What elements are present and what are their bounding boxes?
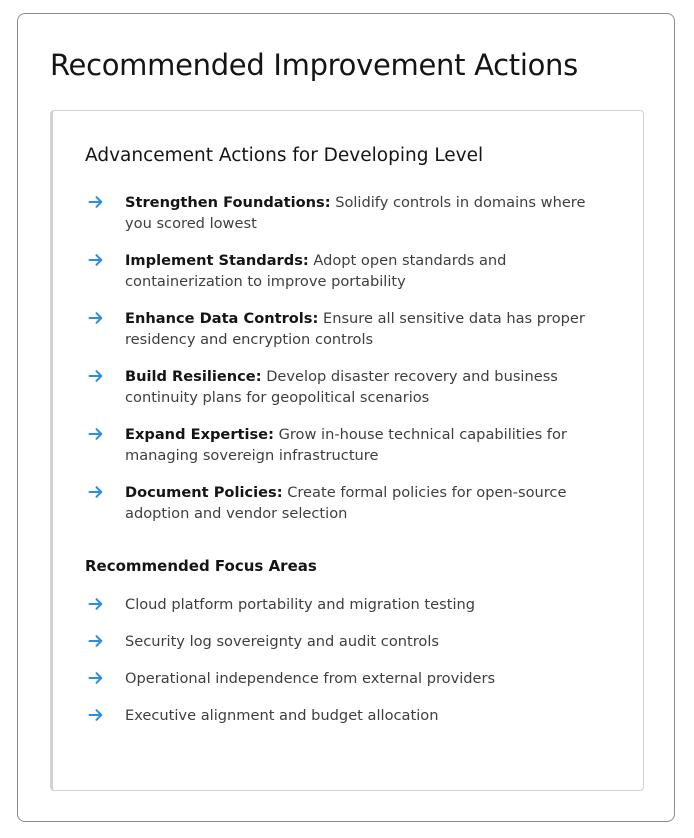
action-title: Strengthen Foundations: [125,194,331,211]
arrow-right-icon [88,426,104,442]
action-text [125,424,615,466]
action-text [125,308,615,350]
list-item [85,631,615,668]
focus-area-text: Cloud platform portability and migration testing [125,596,476,613]
arrow-right-icon [88,707,104,723]
list-item [85,482,615,540]
focus-area-text: Executive alignment and budget allocation [125,707,439,724]
focus-areas-heading: Recommended Focus Areas [85,557,317,575]
improvement-actions-card [17,13,675,822]
action-text [125,366,615,408]
list-item [85,308,615,366]
arrow-right-icon [88,633,104,649]
action-description: Ensure all sensitive data has proper residency and encryption controls [125,310,585,348]
action-title: Enhance Data Controls: [125,310,319,327]
action-title: Build Resilience: [125,368,262,385]
list-item [85,250,615,308]
section-heading: Advancement Actions for Developing Level [85,145,484,166]
focus-area-text: Security log sovereignty and audit controls [125,633,439,650]
action-description: Grow in-house technical capabilities for managing sovereign infrastructure [125,426,567,464]
list-item [85,594,615,631]
focus-area-text: Operational independence from external providers [125,670,496,687]
arrow-right-icon [88,484,104,500]
action-text [125,482,615,524]
action-description: Adopt open standards and containerization to improve portability [125,252,507,290]
arrow-right-icon [88,252,104,268]
page-title: Recommended Improvement Actions [50,48,578,82]
action-description: Create formal policies for open-source adoption and vendor selection [125,484,567,522]
arrow-right-icon [88,596,104,612]
action-title: Expand Expertise: [125,426,274,443]
action-title: Document Policies: [125,484,283,501]
list-item [85,705,615,742]
focus-areas-list [85,594,615,742]
action-description: Develop disaster recovery and business continuity plans for geopolitical scenarios [125,368,558,406]
list-item [85,366,615,424]
list-item [85,668,615,705]
arrow-right-icon [88,368,104,384]
arrow-right-icon [88,670,104,686]
action-title: Implement Standards: [125,252,309,269]
action-text [125,250,615,292]
action-text [125,192,615,234]
action-list [85,192,615,540]
list-item [85,192,615,250]
list-item [85,424,615,482]
arrow-right-icon [88,194,104,210]
advancement-actions-panel [50,110,644,791]
arrow-right-icon [88,310,104,326]
action-description: Solidify controls in domains where you scored lowest [125,194,586,232]
